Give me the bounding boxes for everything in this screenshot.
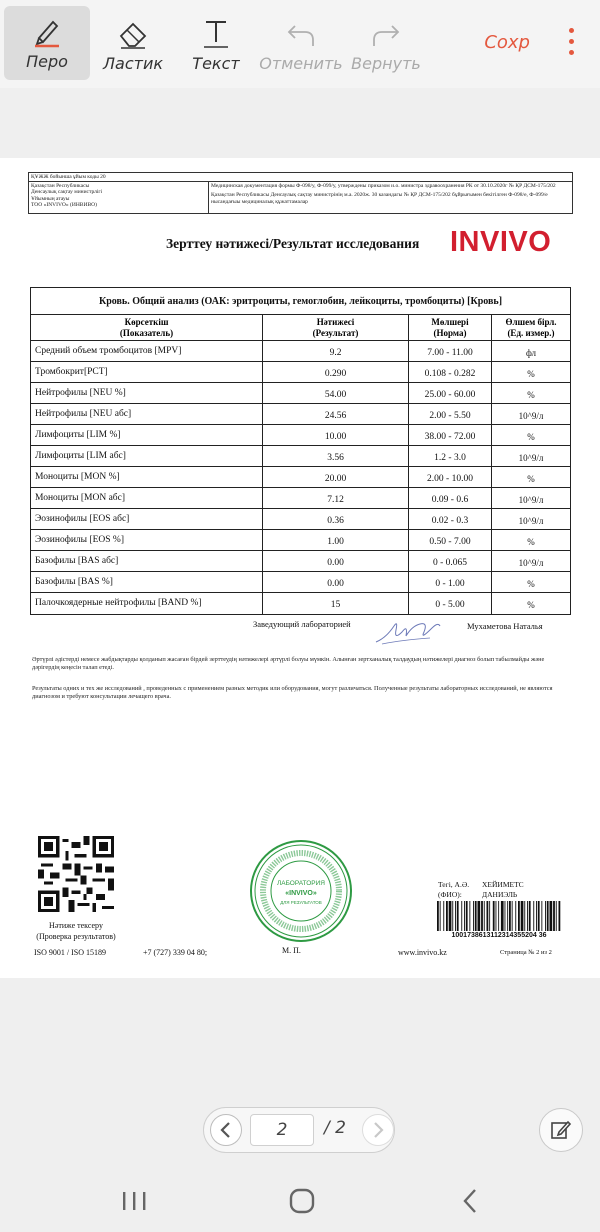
sign-name: Мухаметова Наталья: [467, 621, 543, 631]
back-icon: [460, 1188, 480, 1214]
text-tool[interactable]: [180, 8, 252, 80]
norm-cell: 2.00 - 5.50: [409, 404, 492, 424]
unit-cell: %: [527, 600, 535, 610]
table-row: [31, 509, 570, 530]
norm-cell: 2.00 - 10.00: [409, 467, 492, 487]
table-row: [31, 362, 570, 383]
result-cell: 0.290: [263, 362, 409, 382]
result-cell: 10.00: [263, 425, 409, 445]
table-row: [31, 488, 570, 509]
page-number-text: Страница № 2 из 2: [500, 949, 552, 956]
result-cell: 20.00: [263, 467, 409, 487]
indicator-cell: Лимфоциты [LIM абс]: [31, 446, 263, 466]
table-row: [31, 425, 570, 446]
eraser-icon: [115, 16, 151, 50]
unit-cell: 10^9/л: [518, 495, 544, 505]
header-result: Нәтижесі (Результат): [263, 315, 409, 340]
back-button[interactable]: [450, 1184, 490, 1218]
table-row: [31, 341, 570, 362]
redo-label: Вернуть: [351, 54, 421, 73]
indicator-cell: Нейтрофилы [NEU абс]: [31, 404, 263, 424]
unit-cell: 10^9/л: [518, 453, 544, 463]
eraser-label: Ластик: [102, 54, 163, 73]
patient-info: Тегі, А.Ә. ХЕЙИМЕТС (ФИО): ДАНИЭЛЬ: [438, 880, 524, 899]
disclaimer-ru: Результаты одних и тех же исследований , проведенных с применением разных методик или оборудования, могут различаться. Полученные результаты лабораторных исследований, не являются диагнозом и требуют консультации лечащего врача.: [32, 685, 553, 700]
organization-info: Қазақстан Республикасы Денсаулық сақтау министрлігі Ұйымның атауы ТОО «INVIVO» (ИНВИВО): [31, 183, 103, 209]
results-table: [30, 287, 571, 615]
table-row: [31, 551, 570, 572]
norm-cell: 0.50 - 7.00: [409, 530, 492, 550]
header-indicator: Көрсеткіш (Показатель): [31, 315, 263, 340]
qr-code-icon[interactable]: [38, 836, 114, 912]
lab-stamp-icon: [248, 838, 354, 944]
document-header: [28, 172, 573, 214]
indicator-cell: Моноциты [MON абс]: [31, 488, 263, 508]
redo-button[interactable]: [350, 8, 422, 80]
text-icon: [198, 16, 234, 50]
sign-label: Заведующий лабораторией: [253, 619, 351, 629]
table-row: [31, 572, 570, 593]
eraser-tool[interactable]: [92, 8, 174, 80]
unit-cell: %: [527, 432, 535, 442]
norm-cell: 0 - 0.065: [409, 551, 492, 571]
table-row: [31, 383, 570, 404]
indicator-cell: Базофилы [BAS абс]: [31, 551, 263, 571]
undo-icon: [283, 16, 319, 50]
header-norm: Мөлшері (Норма): [409, 315, 492, 340]
result-cell: 1.00: [263, 530, 409, 550]
result-cell: 3.56: [263, 446, 409, 466]
signature-image: [372, 614, 444, 648]
norm-cell: 7.00 - 11.00: [409, 341, 492, 361]
edit-icon: [549, 1118, 573, 1142]
result-cell: 0.36: [263, 509, 409, 529]
result-cell: 0.00: [263, 572, 409, 592]
table-row: [31, 404, 570, 425]
svg-text:«INVIVO»: «INVIVO»: [285, 890, 317, 897]
home-button[interactable]: [282, 1184, 322, 1218]
result-cell: 7.12: [263, 488, 409, 508]
pen-label: Перо: [26, 52, 68, 71]
result-cell: 24.56: [263, 404, 409, 424]
edit-document-button[interactable]: [539, 1108, 583, 1152]
document-title: Зерттеу нәтижесі/Результат исследования: [166, 236, 420, 251]
unit-cell: 10^9/л: [518, 558, 544, 568]
table-caption: Кровь. Общий анализ (ОАК: эритроциты, гемоглобин, лейкоциты, тромбоциты) [Кровь]: [31, 288, 570, 315]
indicator-cell: Нейтрофилы [NEU %]: [31, 383, 263, 403]
indicator-cell: Базофилы [BAS %]: [31, 572, 263, 592]
pen-tool[interactable]: [4, 6, 90, 80]
unit-cell: %: [527, 474, 535, 484]
phone-text: +7 (727) 339 04 80;: [143, 948, 208, 957]
svg-text:ЛАБОРАТОРИЯ: ЛАБОРАТОРИЯ: [276, 880, 326, 887]
indicator-cell: Средний объем тромбоцитов [MPV]: [31, 341, 263, 361]
unit-cell: %: [527, 390, 535, 400]
indicator-cell: Лимфоциты [LIM %]: [31, 425, 263, 445]
pen-icon: [29, 14, 65, 48]
svg-text:ДЛЯ РЕЗУЛЬТАТОВ: ДЛЯ РЕЗУЛЬТАТОВ: [280, 900, 322, 905]
more-options-icon[interactable]: [568, 28, 576, 58]
unit-cell: %: [527, 369, 535, 379]
indicator-cell: Моноциты [MON %]: [31, 467, 263, 487]
system-nav-bar: [0, 1170, 600, 1232]
table-row: [31, 446, 570, 467]
result-cell: 15: [263, 593, 409, 614]
result-cell: 9.2: [263, 341, 409, 361]
table-row: [31, 467, 570, 488]
disclaimer-kz: Әртүрлі әдістерді немесе жабдықтарды қолданып жасаған бірдей зерттеудің нәтижелері әртүрлі болуы мүмкін. Алынған зертханалық талдаудың нәтижелері диагноз болып табылмайды және дәрігердің кеңесін талап етеді.: [32, 656, 545, 671]
indicator-cell: Палочкоядерные нейтрофилы [BAND %]: [31, 593, 263, 614]
header-unit: Өлшем бірл. (Ед. измер.): [505, 317, 557, 338]
next-page-button[interactable]: [362, 1114, 394, 1146]
stamp-place-label: М. П.: [282, 946, 301, 955]
qr-caption: Нәтиже тексеру (Проверка результатов): [36, 921, 116, 941]
page-number-input[interactable]: 2: [250, 1114, 314, 1146]
barcode-icon: [436, 901, 562, 931]
table-row: [31, 593, 570, 614]
document-page: [0, 158, 600, 978]
invivo-logo: INVIVO: [450, 226, 552, 258]
undo-label: Отменить: [259, 54, 343, 73]
result-cell: 54.00: [263, 383, 409, 403]
barcode-number: 1001738613112314355204 36: [451, 932, 547, 939]
unit-cell: %: [527, 537, 535, 547]
previous-page-button[interactable]: [210, 1114, 242, 1146]
recent-apps-button[interactable]: [114, 1184, 154, 1218]
annotation-toolbar: [0, 0, 600, 88]
unit-cell: 10^9/л: [518, 516, 544, 526]
save-button[interactable]: Сохр: [484, 32, 530, 53]
iso-text: ISO 9001 / ISO 15189: [34, 948, 107, 957]
unit-cell: 10^9/л: [518, 411, 544, 421]
norm-cell: 0 - 1.00: [409, 572, 492, 592]
recent-apps-icon: [121, 1190, 147, 1212]
norm-cell: 25.00 - 60.00: [409, 383, 492, 403]
norm-cell: 0 - 5.00: [409, 593, 492, 614]
page-navigator: [203, 1107, 395, 1153]
norm-cell: 0.108 - 0.282: [409, 362, 492, 382]
unit-cell: фл: [525, 348, 537, 358]
norm-cell: 0.09 - 0.6: [409, 488, 492, 508]
unit-cell: %: [527, 579, 535, 589]
chevron-left-icon: [219, 1121, 233, 1139]
page-total: / 2: [324, 1118, 346, 1138]
table-row: [31, 530, 570, 551]
indicator-cell: Эозинофилы [EOS %]: [31, 530, 263, 550]
undo-button[interactable]: [259, 8, 343, 80]
norm-cell: 0.02 - 0.3: [409, 509, 492, 529]
norm-cell: 1.2 - 3.0: [409, 446, 492, 466]
indicator-cell: Эозинофилы [EOS абс]: [31, 509, 263, 529]
norm-cell: 38.00 - 72.00: [409, 425, 492, 445]
result-cell: 0.00: [263, 551, 409, 571]
home-icon: [289, 1188, 315, 1214]
indicator-cell: Тромбокрит[PCT]: [31, 362, 263, 382]
redo-icon: [368, 16, 404, 50]
chevron-right-icon: [371, 1121, 385, 1139]
form-code: ҚҰЖЖ бойынша ұйым коды 20: [31, 174, 106, 180]
website-text: www.invivo.kz: [398, 948, 447, 957]
table-header: [31, 315, 570, 341]
form-info: Медицинская документация формы Ф-098/у, Ф-099/у, утверждены приказом и.о. министра здравоохранения РК от 30.10.2020г № ҚР ДСМ-175/202 Қазақстан Республикасы Денсаулық сақтау министрінің м.а. 2020ж. 30 казандагы № ҚР ДСМ-175/202 бұйрығымен бекітілген Ф-098/е, Ф-099/е нысандағыы медициналық құжаттамалар: [211, 183, 556, 205]
text-label: Текст: [192, 54, 240, 73]
